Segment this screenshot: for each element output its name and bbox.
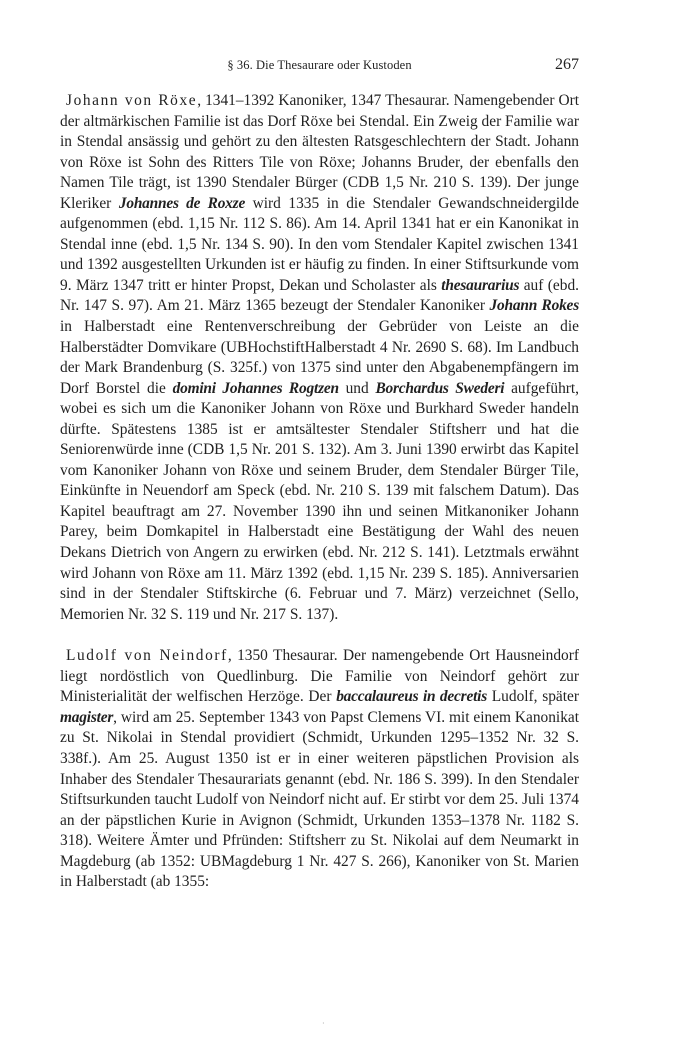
latin-term: Johannes de Roxze	[118, 194, 246, 212]
text-run: , wird am 25. September 1343 von Papst Clemens VI. mit einem Kanonikat zu St. Nikolai in Stendal providiert (Schmidt, Urkunden 1295–1352 Nr. 32 S. 338f.). Am 25. August 1350 ist er in einer weiteren päpstlichen Provision als Inhaber des Stendaler Thesaurariats genannt (ebd. Nr. 186 S. 399). In den Stendaler Stiftsurkunden taucht Ludolf von Neindorf nicht auf. Er stirbt vor dem 25. Juli 1374 an der päpstlichen Kurie in Avignon (Schmidt, Urkunden 1353–1378 Nr. 1182 S. 318). Weitere Ämter und Pfründen: Stiftsherr zu St. Nikolai auf dem Neumarkt in Magdeburg (ab 1352: UBMagdeburg 1 Nr. 427 S. 266), Kanoniker von St. Marien in Halberstadt (ab 1355:	[60, 708, 579, 891]
text-run: , 1350 Thesaurar. Der namengebende Ort Hausneindorf liegt nordöstlich von Quedlinburg. Die Familie von Neindorf gehört zur Ministerialität der welfischen Herzöge. Der	[60, 647, 579, 706]
latin-term: magister	[60, 708, 114, 726]
text-run: aufgeführt, wobei es sich um die Kanoniker Johann von Röxe und Burkhard Sweder handeln dürfte. Spätestens 1385 ist er amtsältester Stendaler Stiftsherr und hat die Seniorenwürde inne (CDB 1,5 Nr. 201 S. 132). Am 3. Juni 1390 erwirbt das Kapitel vom Kanoniker Johann von Röxe und seinem Bruder, dem Stendaler Bürger Tile, Einkünfte in Neuendorf am Speck (ebd. Nr. 210 S. 139 mit falschem Datum). Das Kapitel beauftragt am 27. November 1390 ihn und seinen Mitkanoniker Johann Parey, beim Domkapitel in Halberstadt eine Bestätigung der Wahl des neuen Dekans Dietrich von Angern zu erwirken (ebd. Nr. 212 S. 141). Letztmals erwähnt wird Johann von Röxe am 11. März 1392 (ebd. 1,15 Nr. 239 S. 185). Anniversarien sind in der Stendaler Stiftskirche (6. Februar und 7. März) verzeichnet (Sello, Memorien Nr. 32 S. 119 und Nr. 217 S. 137).	[60, 379, 580, 623]
text-run: , 1341–1392 Kanoniker, 1347 Thesaurar. Namengebender Ort der altmärkischen Familie ist das Dorf Röxe bei Stendal. Ein Zweig der Familie war in Stendal ansässig und gehört zu den ältesten Ratsgeschlechtern der Stadt. Johann von Röxe ist Sohn des Ritters Tile von Röxe; Johanns Bruder, der ebenfalls den Namen Tile trägt, ist 1390 Stendaler Bürger (CDB 1,5 Nr. 210 S. 139). Der junge Kleriker	[60, 92, 579, 212]
main-text	[60, 91, 579, 893]
text-run: Ludolf, später	[487, 688, 579, 706]
latin-term: Johann Rokes	[489, 297, 579, 315]
entry-name: Johann von Röxe	[66, 92, 198, 109]
entry-ludolf-von-neindorf	[60, 646, 579, 893]
text-run: auf (ebd. Nr. 147 S. 97). Am 21. März 1365 bezeugt der Stendaler Kanoniker	[60, 276, 580, 315]
latin-term: baccalaureus in decretis	[336, 688, 488, 706]
section-title: § 36. Die Thesaurare oder Kustoden	[227, 58, 412, 72]
latin-term: domini Johannes Rogtzen	[172, 379, 339, 397]
text-run: in Halberstadt eine Rentenverschreibung der Gebrüder von Leiste an die Halberstädter Domvikare (UBHochstiftHalberstadt 4 Nr. 2690 S. 68). Im Landbuch der Mark Brandenburg (S. 325f.) von 1375 sind unter den Abgabenempfängern im Dorf Borstel die	[60, 318, 579, 397]
text-run: wird 1335 in die Stendaler Gewandschneidergilde aufgenommen (ebd. 1,15 Nr. 112 S. 86). Am 14. April 1341 hat er ein Kanonikat in Stendal inne (ebd. 1,5 Nr. 134 S. 90). In den vom Stendaler Kapitel zwischen 1341 und 1392 ausgestellten Urkunden ist er häufig zu finden. In einer Stiftsurkunde vom 9. März 1347 tritt er hinter Propst, Dekan und Scholaster als	[60, 194, 579, 294]
latin-term: thesaurarius	[441, 276, 520, 294]
latin-term: Borchardus Swederi	[375, 379, 505, 397]
entry-name: Ludolf von Neindorf	[66, 647, 228, 665]
text-run: und	[338, 379, 376, 397]
footer-mark: ·	[322, 1019, 325, 1028]
running-head	[60, 56, 579, 76]
entry-johann-von-roexe	[60, 91, 579, 625]
page-number: 267	[555, 56, 579, 73]
